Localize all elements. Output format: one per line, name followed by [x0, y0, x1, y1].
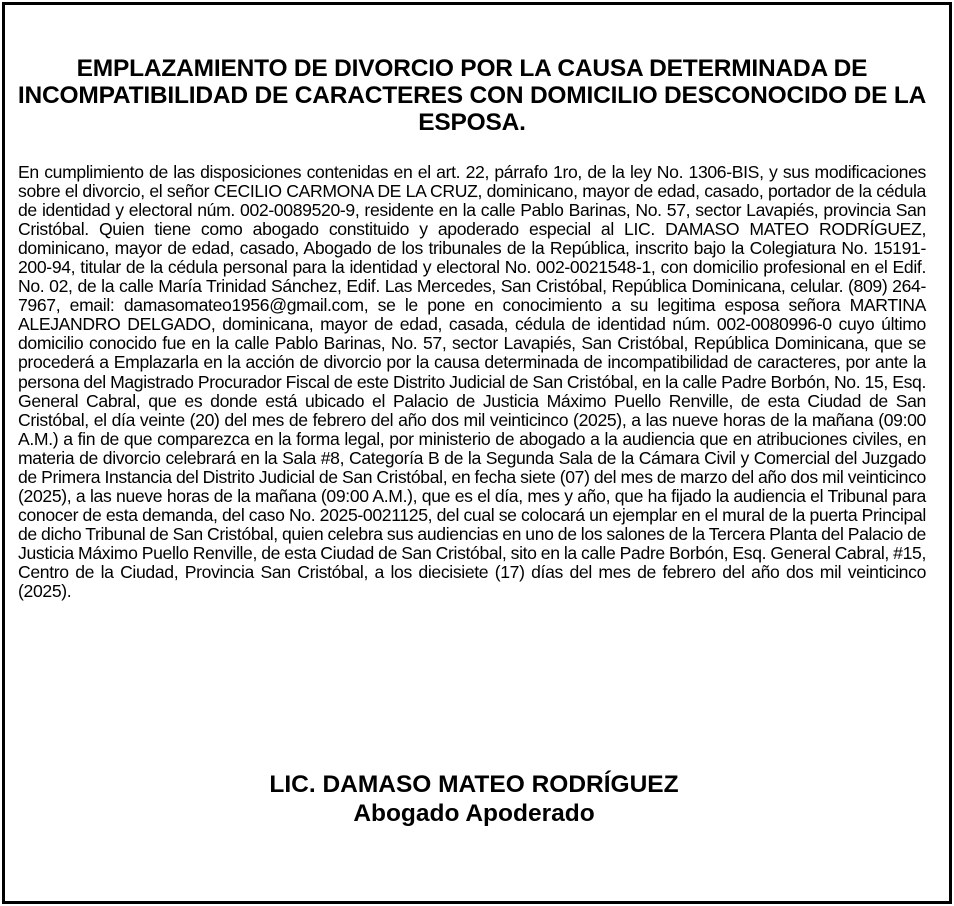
signature-role: Abogado Apoderado — [353, 800, 595, 827]
notice-title: EMPLAZAMIENTO DE DIVORCIO POR LA CAUSA DETERMINADA DE INCOMPATIBILIDAD DE CARACTERES CON DOMICILIO DESCONOCIDO DE LA ESPOSA. — [17, 55, 927, 136]
notice-body: En cumplimiento de las disposiciones contenidas en el art. 22, párrafo 1ro, de la ley No. 1306-BIS, y sus modificaciones sobre el divorcio, el señor CECILIO CARMONA DE LA CRUZ, dominicano, mayor de edad, casado, portador de la cédula de identidad y electoral núm. 002-0089520-9, residente en la calle Pablo Barinas, No. 57, sector Lavapiés, provincia San Cristóbal. Quien tiene como abogado constituido y apoderado especial al LIC. DAMASO MATEO RODRÍGUEZ, dominicano, mayor de edad, casado, Abogado de los tribunales de la República, inscrito bajo la Colegiatura No. 15191-200-94, titular de la cédula personal para la identidad y electoral No. 002-0021548-1, con domicilio profesional en el Edif. No. 02, de la calle María Trinidad Sánchez, Edif. Las Mercedes, San Cristóbal, República Dominicana, celular. (809) 264-7967, email: damasomateo1956@gmail.com, se le pone en conocimiento a su legitima esposa señora MARTINA ALEJANDRO DELGADO, dominicana, mayor de edad, casada, cédula de identidad núm. 002-0080996-0 cuyo último domicilio conocido fue en la calle Pablo Barinas, No. 57, sector Lavapiés, San Cristóbal, República Dominicana, que se procederá a Emplazarla en la acción de divorcio por la causa determinada de incompatibilidad de caracteres, por ante la persona del Magistrado Procurador Fiscal de este Distrito Judicial de San Cristóbal, en la calle Padre Borbón, No. 15, Esq. General Cabral, que es donde está ubicado el Palacio de Justicia Máximo Puello Renville, de esta Ciudad de San Cristóbal, el día veinte (20) del mes de febrero del año dos mil veinticinco (2025), a las nueve horas de la mañana (09:00 A.M.) a fin de que comparezca en la forma legal, por ministerio de abogado a la audiencia que en atribuciones civiles, en materia de divorcio celebrará en la Sala #8, Categoría B de la Segunda Sala de la Cámara Civil y Comercial del Juzgado de Primera Instancia del Distrito Judicial de San Cristóbal, en fecha siete (07) del mes de marzo del año dos mil veinticinco (2025), a las nueve horas de la mañana (09:00 A.M.), que es el día, mes y año, que ha fijado la audiencia el Tribunal para conocer de esta demanda, del caso No. 2025-0021125, del cual se colocará un ejemplar en el mural de la puerta Principal de dicho Tribunal de San Cristóbal, quien celebra sus audiencias en uno de los salones de la Tercera Planta del Palacio de Justicia Máximo Puello Renville, de esta Ciudad de San Cristóbal, sito en la calle Padre Borbón, Esq. General Cabral, #15, Centro de la Ciudad, Provincia San Cristóbal, a los diecisiete (17) días del mes de febrero del año dos mil veinticinco (2025). — [18, 162, 926, 602]
signature-name: LIC. DAMASO MATEO RODRÍGUEZ — [269, 771, 679, 798]
